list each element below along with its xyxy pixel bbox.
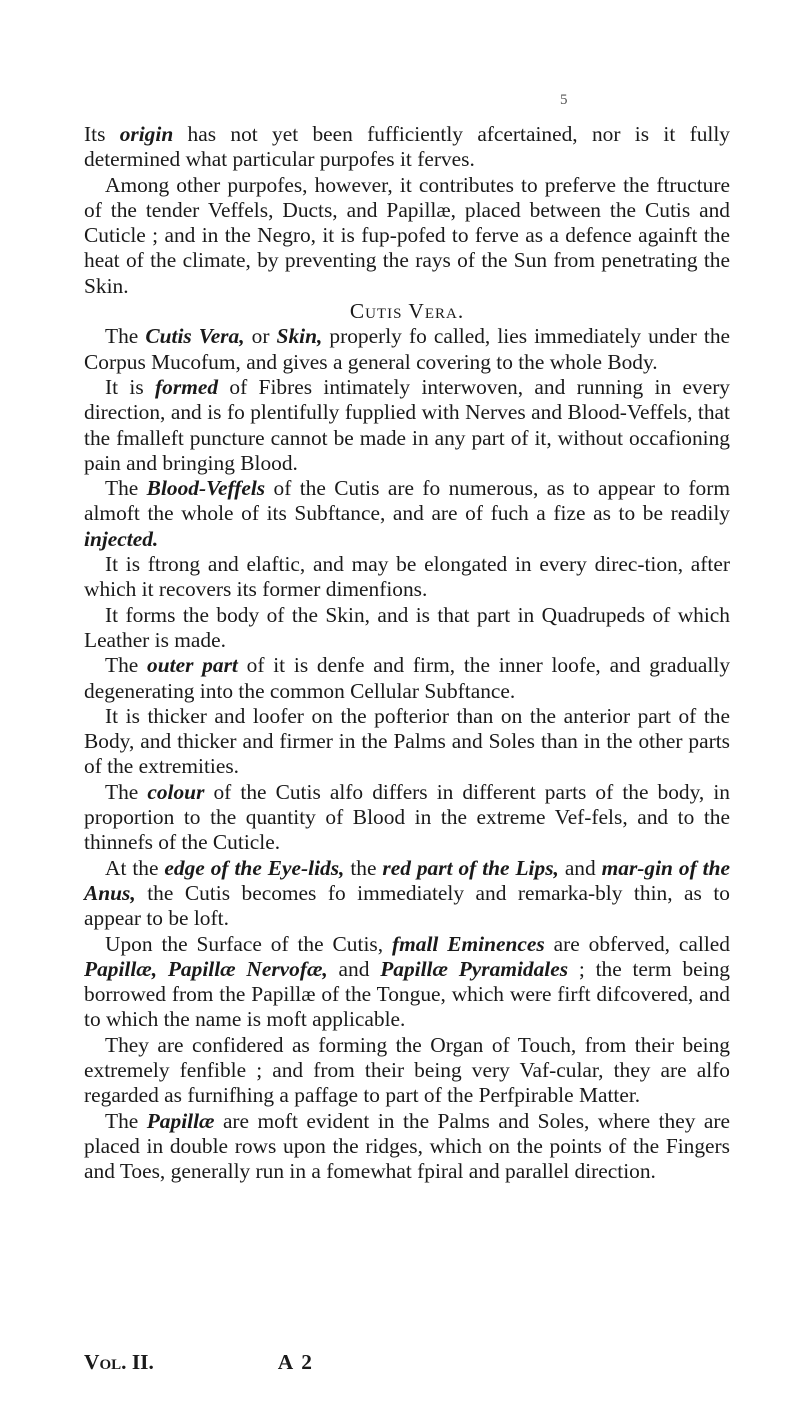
paragraph (84, 122, 730, 173)
italic-text: formed (155, 374, 219, 399)
page-number: 5 (560, 92, 568, 108)
text-run: Among other purpofes, however, it contributes to preferve the ftructure of the tender Veffels, Ducts, and Papillæ, placed between the Cutis and Cuticle ; and in the Negro, it is fup-pofed to ferve as a defence againft the heat of the climate, by preventing the rays of the Sun from penetrating the Skin. (84, 172, 730, 298)
text-run: has not yet been fufficiently afcertained, nor is it fully determined what particular purpofes it ferves. (84, 122, 730, 172)
text-run: or (244, 324, 277, 349)
italic-text: Skin, (276, 324, 323, 349)
text-run: It is (105, 374, 156, 399)
paragraph (84, 552, 730, 603)
text-run: and (558, 855, 602, 880)
signature-mark: A 2 (277, 1350, 314, 1374)
italic-text: mar-gin of the Anus, (84, 855, 730, 905)
text-run: The (105, 653, 148, 678)
text-run: The (105, 779, 148, 804)
text-run: It is ftrong and elaftic, and may be elongated in every direc-tion, after which it recovers its former dimenfions. (84, 552, 730, 602)
text-run: The (105, 476, 147, 501)
italic-text: origin (119, 122, 174, 146)
text-run: The (105, 1108, 147, 1133)
body-text (84, 122, 730, 1184)
italic-text: outer part (147, 653, 238, 678)
italic-text: Papillæ (146, 1108, 215, 1133)
paragraph (84, 780, 730, 856)
paragraph (84, 603, 730, 654)
text-run: of Fibres intimately interwoven, and running in every direction, and is fo plentifully fupplied with Nerves and Blood-Veffels, that the fmalleft puncture cannot be made in any part of it, without occafioning pain and bringing Blood. (84, 374, 731, 475)
italic-text: Blood-Veffels (146, 476, 266, 501)
paragraph (84, 1033, 730, 1109)
text-run: It forms the body of the Skin, and is that part in Quadrupeds of which Leather is made. (84, 602, 730, 652)
paragraph (84, 653, 730, 704)
italic-text: edge of the Eye-lids, (164, 855, 345, 880)
paragraph (84, 173, 730, 299)
italic-text: injected. (84, 526, 159, 551)
italic-text: colour (147, 779, 205, 804)
italic-text: fmall Eminences (391, 931, 545, 956)
text-run: It is thicker and loofer on the pofterior than on the anterior part of the Body, and thicker and firmer in the Palms and Soles than in the other parts of the extremities. (84, 703, 730, 779)
text-run: At the (105, 855, 165, 880)
paragraph (84, 375, 730, 476)
text-run: properly fo called, lies immediately under the Corpus Mucofum, and gives a general covering to the whole Body. (84, 324, 731, 374)
text-run: ; the term being borrowed from the Papillæ of the Tongue, which were firft difcovered, and to which the name is moft applicable. (84, 956, 730, 1032)
text-run: and (327, 956, 381, 981)
page-footer (84, 1350, 324, 1375)
paragraph (84, 704, 730, 780)
text-run: Upon the Surface of the Cutis, (105, 931, 392, 956)
paragraph (84, 932, 730, 1033)
text-run: They are confidered as forming the Organ of Touch, from their being extremely fenfible ; and from their being very Vaf-cular, they are alfo regarded as furnifhing a paffage to part of the Perfpirable Matter. (84, 1032, 730, 1108)
italic-text: Cutis Vera, (145, 324, 245, 349)
text-run: Its (84, 122, 120, 146)
italic-text: Papillæ Pyramidales (380, 956, 569, 981)
italic-text: Papillæ, Papillæ Nervofæ, (84, 956, 328, 981)
paragraph (84, 324, 730, 375)
paragraph (84, 1109, 730, 1185)
text-run: of the Cutis alfo differs in different parts of the body, in proportion to the quantity of Blood in the extreme Vef-fels, and to the thinnefs of the Cuticle. (84, 779, 730, 855)
paragraph (84, 476, 730, 552)
section-heading: Cutis Vera. (349, 299, 465, 324)
italic-text: red part of the Lips, (382, 855, 559, 880)
text-run: of it is denfe and firm, the inner loofe, and gradually degenerating into the common Cellular Subftance. (84, 653, 731, 703)
text-run: are obferved, called (544, 931, 731, 956)
text-run: of the Cutis are fo numerous, as to appear to form almoft the whole of its Subftance, and are of fuch a fize as to be readily (84, 476, 730, 526)
text-run: the Cutis becomes fo immediately and remarka-bly thin, as to appear to be loft. (84, 880, 730, 931)
volume-label: Vol. II. (84, 1350, 154, 1374)
text-run: The (105, 324, 146, 349)
text-run: are moft evident in the Palms and Soles, where they are placed in double rows upon the ridges, which on the points of the Fingers and Toes, generally run in a fomewhat fpiral and parallel direction. (84, 1108, 730, 1184)
text-run: the (344, 855, 383, 880)
paragraph (84, 856, 730, 932)
